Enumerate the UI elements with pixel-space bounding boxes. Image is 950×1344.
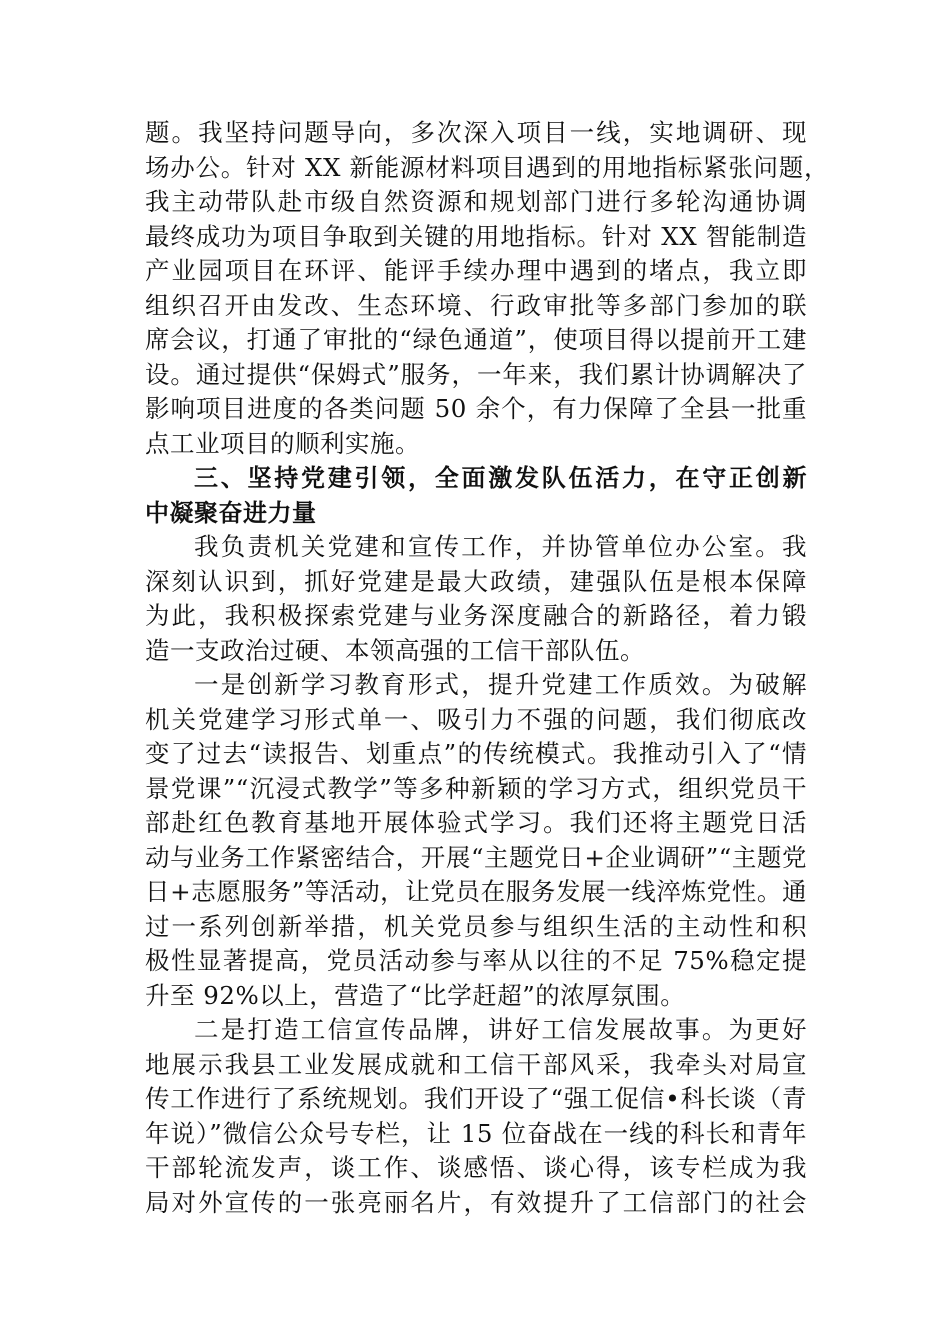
body-line: 变了过去“读报告、划重点”的传统模式。我推动引入了“情 <box>145 739 807 768</box>
body-line: 席会议，打通了审批的“绿色通道”，使项目得以提前开工建 <box>145 325 807 354</box>
body-line: 场办公。针对 XX 新能源材料项目遇到的用地指标紧张问题， <box>145 152 829 182</box>
body-line: 年说）”微信公众号专栏，让 15 位奋战在一线的科长和青年 <box>145 1118 807 1148</box>
body-line: 部赴红色教育基地开展体验式学习。我们还将主题党日活 <box>145 808 807 837</box>
body-line: 二是打造工信宣传品牌，讲好工信发展故事。为更好 <box>194 1015 807 1044</box>
body-line: 题。我坚持问题导向，多次深入项目一线，实地调研、现 <box>145 118 807 147</box>
section-heading: 中凝聚奋进力量 <box>145 498 317 527</box>
body-line: 为此，我积极探索党建与业务深度融合的新路径，着力锻 <box>145 601 807 630</box>
body-line: 机关党建学习形式单一、吸引力不强的问题，我们彻底改 <box>145 704 807 734</box>
body-line: 造一支政治过硬、本领高强的工信干部队伍。 <box>145 635 645 665</box>
body-line: 景党课”“沉浸式教学”等多种新颖的学习方式，组织党员干 <box>145 773 807 803</box>
body-line: 局对外宣传的一张亮丽名片，有效提升了工信部门的社会 <box>145 1187 807 1217</box>
body-line: 深刻认识到，抓好党建是最大政绩，建强队伍是根本保障 <box>145 566 807 596</box>
body-line: 产业园项目在环评、能评手续办理中遇到的堵点，我立即 <box>145 256 807 285</box>
body-line: 过一系列创新举措，机关党员参与组织生活的主动性和积 <box>145 911 807 941</box>
document-body <box>145 116 829 1220</box>
body-line: 干部轮流发声，谈工作、谈感悟、谈心得，该专栏成为我 <box>145 1153 807 1182</box>
body-line: 最终成功为项目争取到关键的用地指标。针对 XX 智能制造 <box>145 221 807 251</box>
body-line: 传工作进行了系统规划。我们开设了“强工促信•科长谈（青 <box>145 1084 807 1113</box>
body-line: 影响项目进度的各类问题 50 余个，有力保障了全县一批重 <box>145 394 807 423</box>
body-line: 地展示我县工业发展成就和工信干部风采，我牵头对局宣 <box>145 1049 807 1079</box>
body-line: 升至 92%以上，营造了“比学赶超”的浓厚氛围。 <box>145 980 686 1010</box>
body-line: 一是创新学习教育形式，提升党建工作质效。为破解 <box>194 670 807 699</box>
body-line: 点工业项目的顺利实施。 <box>145 428 420 458</box>
body-line: 日+志愿服务”等活动，让党员在服务发展一线淬炼党性。通 <box>145 877 807 906</box>
section-heading: 三、坚持党建引领，全面激发队伍活力，在守正创新 <box>194 464 807 492</box>
body-line: 我主动带队赴市级自然资源和规划部门进行多轮沟通协调 <box>145 187 807 216</box>
body-line: 动与业务工作紧密结合，开展“主题党日+企业调研”“主题党 <box>145 842 807 872</box>
body-line: 设。通过提供“保姆式”服务，一年来，我们累计协调解决了 <box>145 359 807 389</box>
body-line: 我负责机关党建和宣传工作，并协管单位办公室。我 <box>194 532 807 561</box>
body-line: 组织召开由发改、生态环境、行政审批等多部门参加的联 <box>145 290 807 320</box>
body-line: 极性显著提高，党员活动参与率从以往的不足 75%稳定提 <box>145 946 807 975</box>
